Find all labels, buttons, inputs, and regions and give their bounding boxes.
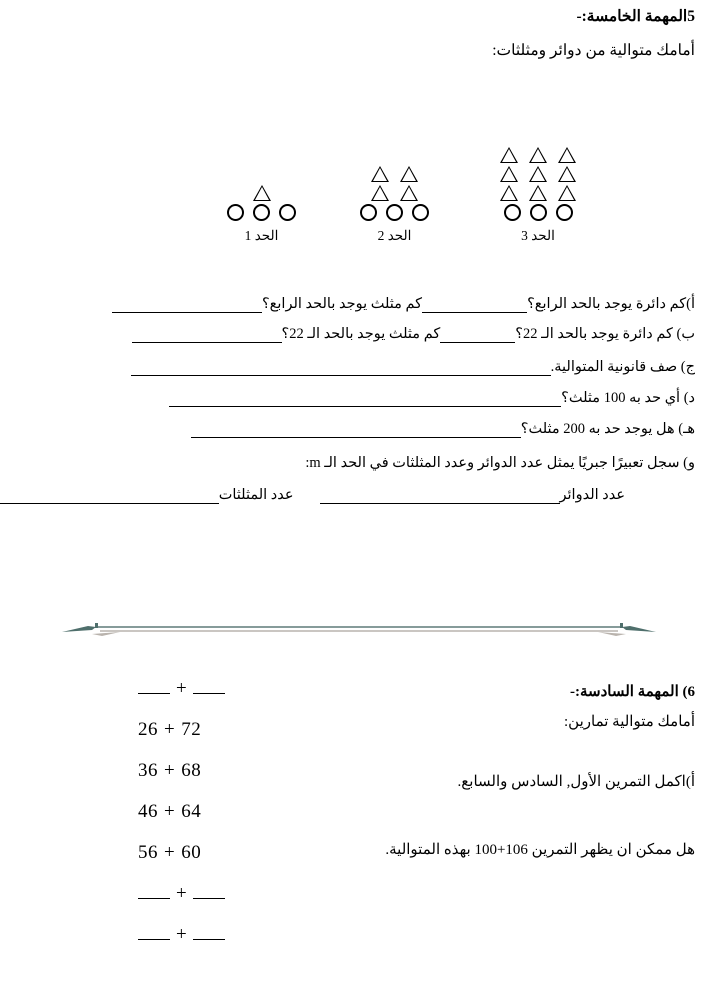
circle-icon xyxy=(227,204,244,221)
circle-icon xyxy=(360,204,377,221)
circle-icon xyxy=(530,204,547,221)
triangle-grid-3 xyxy=(500,147,576,201)
expression-list xyxy=(138,668,288,955)
question-a xyxy=(20,296,695,313)
circle-icon xyxy=(386,204,403,221)
question-b-text-right: ب) كم دائرة يوجد بالحد الـ 22؟ xyxy=(515,326,695,342)
task5-intro: أمامك متوالية من دوائر ومثلثات: xyxy=(492,42,695,59)
circle-icon xyxy=(412,204,429,221)
triangle-icon xyxy=(500,166,518,182)
expression-operator: + xyxy=(164,842,176,863)
question-b-answer-blank-1[interactable] xyxy=(440,328,515,343)
question-d xyxy=(20,390,695,407)
triangle-icon xyxy=(558,147,576,163)
question-c xyxy=(20,359,695,376)
expression-blank-left[interactable] xyxy=(138,927,170,940)
expression-row-4 xyxy=(138,791,288,832)
question-a-text-right: أ)كم دائرة يوجد بالحد الرابع؟ xyxy=(527,296,695,312)
circle-icon xyxy=(556,204,573,221)
expression-left-operand: 56 xyxy=(138,842,158,863)
triangle-row xyxy=(371,166,418,182)
question-e-text: هـ) هل يوجد حد به 200 مثلث؟ xyxy=(520,421,695,437)
expression-operator: + xyxy=(164,760,176,781)
triangle-icon xyxy=(371,166,389,182)
circles-count-blank[interactable] xyxy=(320,489,560,504)
expression-row-6 xyxy=(138,873,288,914)
term-group-3 xyxy=(500,147,576,244)
expression-blank-right[interactable] xyxy=(193,927,225,940)
question-b-answer-blank-2[interactable] xyxy=(132,328,282,343)
expression-operator: + xyxy=(176,883,188,904)
expression-left-operand: 36 xyxy=(138,760,158,781)
term-label-2: الحد 2 xyxy=(377,228,412,243)
triangle-icon xyxy=(529,166,547,182)
term-label-1: الحد 1 xyxy=(244,228,279,243)
term-group-1 xyxy=(227,185,296,244)
question-a-answer-blank-1[interactable] xyxy=(422,298,527,313)
question-c-answer-blank[interactable] xyxy=(131,361,551,376)
expression-right-operand: 68 xyxy=(181,760,202,781)
circle-row-1 xyxy=(227,204,296,221)
circles-count-label: عدد الدوائر xyxy=(559,487,625,503)
task6-title: 6) المهمة السادسة:- xyxy=(569,684,695,700)
question-b xyxy=(20,326,695,343)
task6-question-b: هل ممكن ان يظهر التمرين 106+100 بهذه المتوالية. xyxy=(385,842,695,858)
circle-icon xyxy=(504,204,521,221)
triangle-icon xyxy=(558,185,576,201)
expression-row-5 xyxy=(138,832,288,873)
triangle-row xyxy=(371,185,418,201)
task5-title: 5المهمة الخامسة:- xyxy=(576,8,695,25)
expression-operator: + xyxy=(176,678,188,699)
expression-row-1 xyxy=(138,668,288,709)
expression-blank-right[interactable] xyxy=(193,681,225,694)
expression-row-2 xyxy=(138,709,288,750)
triangle-icon xyxy=(500,147,518,163)
question-a-answer-blank-2[interactable] xyxy=(112,298,262,313)
triangle-icon xyxy=(400,166,418,182)
expression-right-operand: 60 xyxy=(181,842,202,863)
triangle-row xyxy=(500,147,576,163)
question-d-text: د) أي حد به 100 مثلث؟ xyxy=(561,390,695,406)
question-c-text: ج) صف قانونية المتوالية. xyxy=(550,359,695,375)
expression-row-7 xyxy=(138,914,288,955)
divider-rule-icon xyxy=(62,620,656,640)
expression-right-operand: 72 xyxy=(181,719,202,740)
triangle-icon xyxy=(500,185,518,201)
expression-blank-left[interactable] xyxy=(138,886,170,899)
expression-blank-right[interactable] xyxy=(193,886,225,899)
expression-operator: + xyxy=(176,924,188,945)
question-e-answer-blank[interactable] xyxy=(191,423,521,438)
triangle-grid-2 xyxy=(360,166,429,201)
expression-blank-left[interactable] xyxy=(138,681,170,694)
question-a-text-mid: كم مثلث يوجد بالحد الرابع؟ xyxy=(261,296,423,312)
question-d-answer-blank[interactable] xyxy=(169,392,561,407)
triangle-icon xyxy=(253,185,271,201)
expression-left-operand: 26 xyxy=(138,719,158,740)
question-f-text: و) سجل تعبيرًا جبريًا يمثل عدد الدوائر وعدد المثلثات في الحد الـ m: xyxy=(305,455,695,471)
expression-operator: + xyxy=(164,719,176,740)
term-group-2 xyxy=(360,166,429,244)
triangle-grid-1 xyxy=(227,185,296,201)
triangles-count-blank[interactable] xyxy=(0,489,219,504)
expression-left-operand: 46 xyxy=(138,801,158,822)
triangle-icon xyxy=(529,147,547,163)
question-f xyxy=(20,455,695,472)
triangles-count-label: عدد المثلثات xyxy=(218,487,294,503)
circle-row-3 xyxy=(500,204,576,221)
expression-right-operand: 64 xyxy=(181,801,202,822)
triangle-icon xyxy=(371,185,389,201)
task6-question-a: أ)اكمل التمرين الأول, السادس والسابع. xyxy=(457,774,695,790)
expression-operator: + xyxy=(164,801,176,822)
circle-icon xyxy=(279,204,296,221)
triangle-icon xyxy=(529,185,547,201)
question-e xyxy=(20,421,695,438)
triangle-row xyxy=(500,185,576,201)
term-label-3: الحد 3 xyxy=(521,228,555,243)
decorative-divider xyxy=(62,620,656,640)
sequence-figure xyxy=(20,84,695,244)
expression-row-3 xyxy=(138,750,288,791)
question-f-answer-row xyxy=(20,487,625,504)
triangle-icon xyxy=(400,185,418,201)
task6-intro: أمامك متوالية تمارين: xyxy=(564,714,695,730)
question-b-text-mid: كم مثلث يوجد بالحد الـ 22؟ xyxy=(281,326,441,342)
triangle-row xyxy=(500,166,576,182)
triangle-row xyxy=(253,185,271,201)
circle-row-2 xyxy=(360,204,429,221)
circle-icon xyxy=(253,204,270,221)
triangle-icon xyxy=(558,166,576,182)
